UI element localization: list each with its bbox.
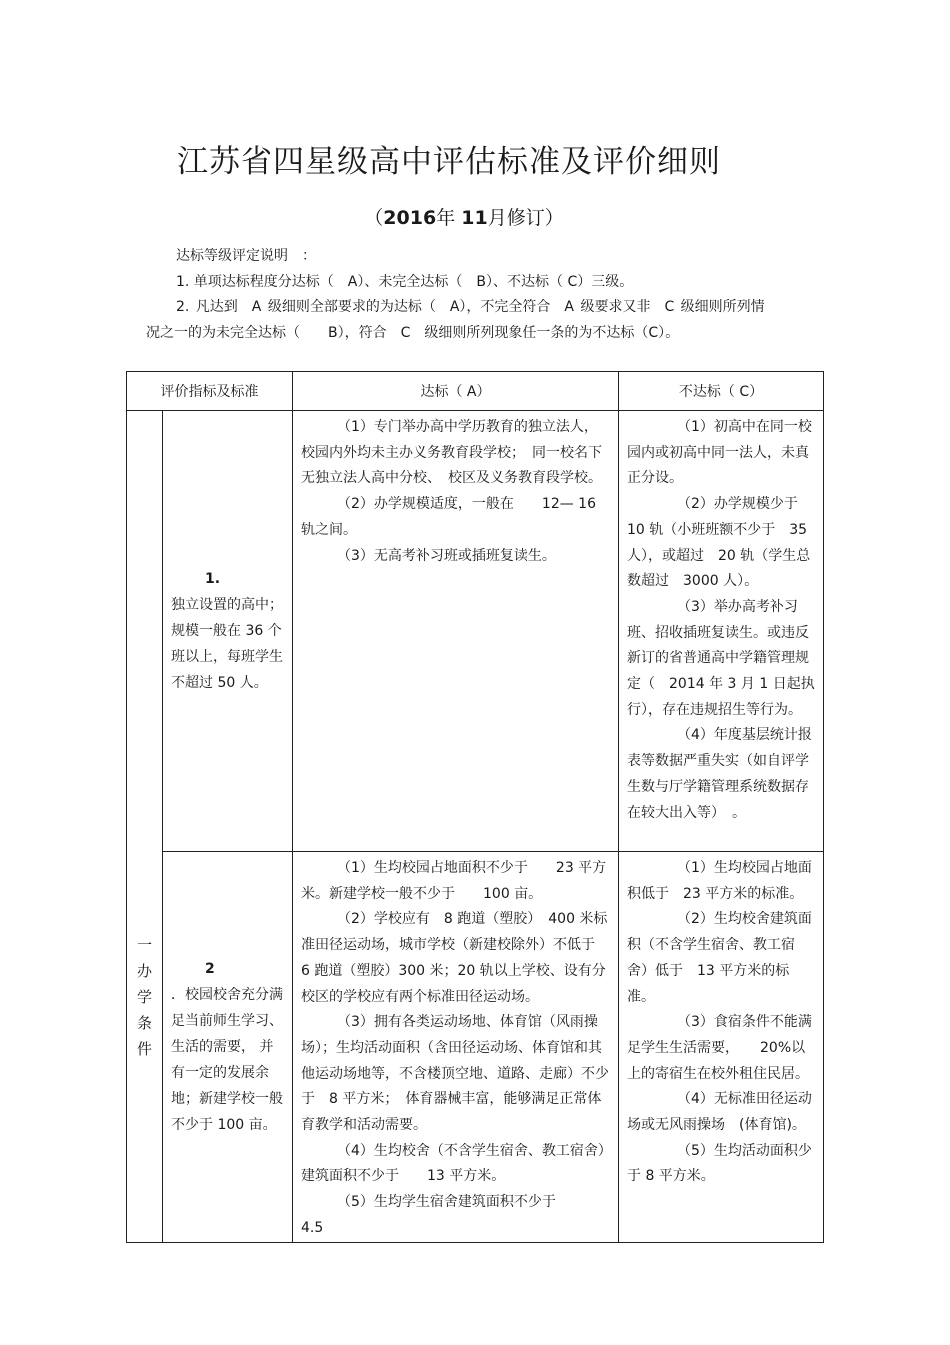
fail-c-item: （1）初高中在同一校园内或初高中同一法人，未真正分设。	[627, 419, 812, 487]
pass-a-item: （2）办学规模适度，一般在 12— 16 轨之间。	[301, 496, 596, 538]
fail-c-item: （1）生均校园占地面积低于 23 平方米的标准。	[627, 860, 812, 902]
category-char: 一	[136, 935, 152, 954]
pass-a-item: （1）专门举办高中学历教育的独立法人，校园内外均未主办义务教育段学校； 同一校名下无独立法人高中分校、 校区及义务教育段学校。	[301, 419, 602, 487]
pass-a-item: （1）生均校园占地面积不少于 23 平方米。新建学校一般不少于 100 亩。	[301, 860, 607, 902]
note-2: 2. 凡达到 A 级细则全部要求的为达标（ A），不完全符合 A 级要求又非 C 级细则所列情况之一的为未完全达标（ B），符合 C 级细则所列现象任一条的为不达标（C）。	[146, 299, 765, 341]
category-char: 学	[136, 987, 152, 1006]
fail-c-item: （4）无标准田径运动场或无风雨操场 (体育馆)。	[627, 1091, 812, 1134]
pass-a-item: （5）生均学生宿舍建筑面积不少于 4.5	[301, 1194, 598, 1236]
pass-a-item: （2）学校应有 8 跑道（塑胶） 400 米标准田径运动场，城市学校（新建校除外）不低于 6 跑道（塑胶）300 米；20 轨以上学校、设有分校区的学校应有两个标准田径运动场。	[301, 911, 609, 1005]
criterion-cell	[163, 852, 293, 1243]
header-criteria: 评价指标及标准	[127, 372, 293, 411]
fail-c-item: （2）生均校舍建筑面积（不含学生宿舍、教工宿舍）低于 13 平方米的标准。	[627, 911, 812, 1005]
table-header-row	[127, 372, 824, 411]
fail-c-item: （3）食宿条件不能满足学生生活需要， 20%以上的寄宿生在校外租住民居。	[627, 1014, 812, 1082]
fail-c-item: （4）年度基层统计报表等数据严重失实（如自评学生数与厅学籍管理系统数据存在较大出入等） 。	[627, 727, 812, 821]
pass-a-item: （4）生均校舍（不含学生宿舍、教工宿舍）建筑面积不少于 13 平方米。	[301, 1142, 605, 1185]
document-subtitle	[0, 203, 928, 230]
category-char: 件	[136, 1039, 152, 1058]
category-char: 办	[136, 961, 152, 980]
table-row	[127, 852, 824, 1243]
criterion-number: 2	[205, 961, 215, 977]
criterion-text: ．校园校舍充分满足当前师生学习、 生活的需要， 并有一定的发展余地；新建学校一般不少于 100 亩。	[171, 987, 283, 1133]
criterion-text: 独立设置的高中；规模一般在 36 个班以上，每班学生不超过 50 人。	[171, 597, 283, 691]
fail-c-cell	[619, 852, 824, 1243]
subtitle-year: 2016	[383, 207, 437, 229]
criterion-cell	[163, 411, 293, 852]
criterion-number: 1.	[205, 571, 221, 587]
pass-a-cell	[293, 852, 619, 1243]
grading-notes	[146, 244, 766, 346]
note-1: 1. 单项达标程度分达标（ A）、未完全达标（ B）、不达标（ C）三级。	[176, 273, 634, 290]
evaluation-table	[126, 371, 824, 1243]
header-pass-a: 达标（ A）	[293, 372, 619, 411]
notes-heading: 达标等级评定说明 ：	[176, 248, 316, 264]
fail-c-item: （5）生均活动面积少于 8 平方米。	[627, 1142, 812, 1185]
category-char: 条	[136, 1013, 152, 1032]
fail-c-item: （2）办学规模少于 10 轨（小班班额不少于 35 人），或超过 20 轨（学生总数超过 3000 人）。	[627, 496, 811, 590]
document-title: 江苏省四星级高中评估标准及评价细则	[177, 144, 721, 180]
subtitle-rest: 月修订）	[487, 207, 564, 229]
subtitle-month: 11	[461, 207, 488, 229]
pass-a-item: （3）无高考补习班或插班复读生。	[337, 547, 556, 564]
fail-c-cell	[619, 411, 824, 852]
table-row	[127, 411, 824, 852]
header-fail-c: 不达标（ C）	[619, 372, 824, 411]
subtitle-open: （	[364, 207, 384, 229]
fail-c-item: （3）举办高考补习班、招收插班复读生。或违反新订的省普通高中学籍管理规定（ 2014 年 3 月 1 日起执行），存在违规招生等行为。	[627, 598, 815, 718]
pass-a-item: （3）拥有各类运动场地、体育馆（风雨操场）；生均活动面积（含田径运动场、体育馆和其他运动场地等，不含楼顶空地、道路、走廊）不少于 8 平方米； 体育器械丰富，能够满足正常体育教学和活动需要。	[301, 1014, 609, 1134]
pass-a-cell	[293, 411, 619, 852]
subtitle-year-unit: 年	[436, 207, 462, 229]
category-cell	[127, 411, 163, 1243]
